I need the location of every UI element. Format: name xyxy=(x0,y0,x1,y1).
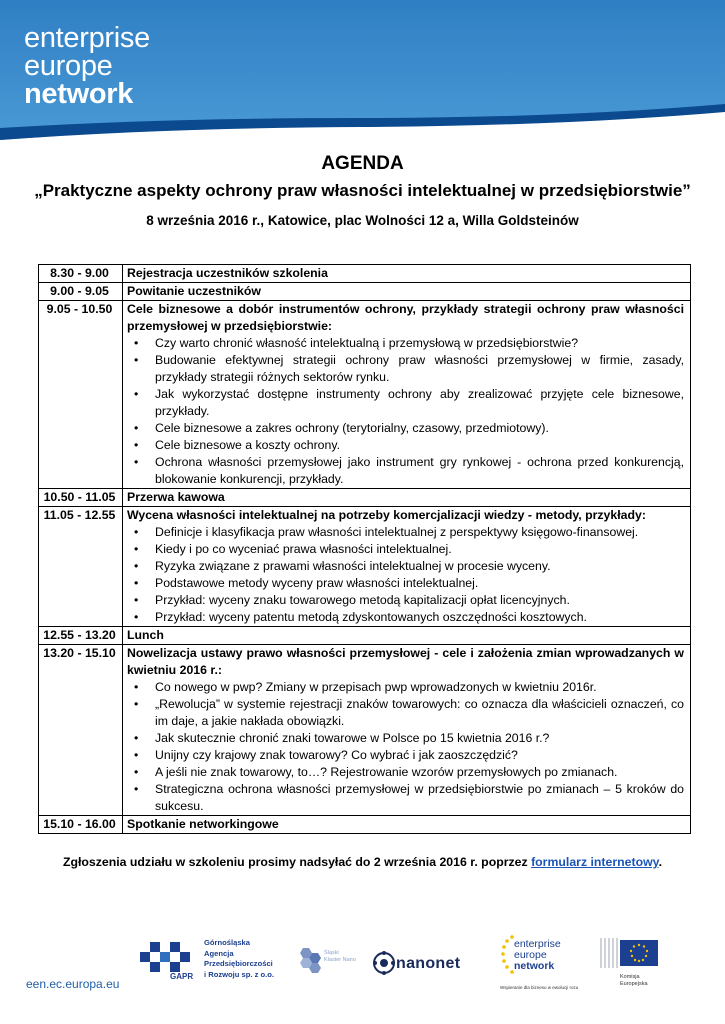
agenda-table xyxy=(38,264,691,834)
agenda-content xyxy=(123,265,691,283)
event-subtitle: „Praktyczne aspekty ochrony praw własności intelektualnej w przedsiębiorstwie” xyxy=(34,181,691,200)
silesia-line: Śląski xyxy=(324,950,339,956)
header-banner xyxy=(0,0,725,145)
agenda-content xyxy=(123,301,691,489)
agenda-point: • Przykład: wyceny znaku towarowego metodą kapitalizacji opłat licencyjnych. xyxy=(155,592,684,609)
agenda-point: • Ochrona własności przemysłowej jako instrument gry rynkowej - ochrona przed konkurencją, blokowanie konkurencji, przykłady. xyxy=(155,454,684,488)
silesia-line: Klaster Nano xyxy=(324,957,356,963)
agenda-session-title: Powitanie uczestników xyxy=(127,284,261,298)
agenda-time: 13.20 - 15.10 xyxy=(39,645,123,816)
gapr-line: Agencja xyxy=(204,948,234,958)
event-dateline: 8 września 2016 r., Katowice, plac Wolności 12 a, Willa Goldsteinów xyxy=(146,213,579,228)
commission-building-flag-icon xyxy=(600,932,660,974)
een-tagline: Wspieranie dla biznesu w ewolucji rozu xyxy=(500,985,579,990)
agenda-row xyxy=(39,301,691,489)
gapr-line: Górnośląska xyxy=(204,938,251,947)
agenda-content xyxy=(123,816,691,834)
logo-line-europe: europe xyxy=(24,50,113,82)
commission-line: Europejska xyxy=(620,980,648,987)
agenda-session-title: Nowelizacja ustawy prawo własności przemysłowej - cele i założenia zmian wprowadzanych w kwietniu 2016 r.: xyxy=(127,646,684,677)
agenda-points xyxy=(127,335,684,488)
registration-text: Zgłoszenia udziału w szkoleniu prosimy nadsyłać do 2 września 2016 r. poprzez xyxy=(62,855,532,869)
agenda-content xyxy=(123,283,691,301)
agenda-session-title: Przerwa kawowa xyxy=(127,490,225,504)
european-commission-logo xyxy=(600,932,660,992)
agenda-point: • „Rewolucja” w systemie rejestracji znaków towarowych: co oznacza dla właścicieli oznaczeń, co im daje, a jakie nakłada obowiązki. xyxy=(155,696,684,730)
een-small-line: enterprise xyxy=(514,938,561,950)
agenda-row xyxy=(39,627,691,645)
logo-line-enterprise: enterprise xyxy=(24,22,150,54)
een-logo xyxy=(24,24,150,108)
agenda-point: • Cele biznesowe a zakres ochrony (terytorialny, czasowy, przedmiotowy). xyxy=(155,420,684,437)
agenda-points xyxy=(127,679,684,815)
agenda-session-title: Cele biznesowe a dobór instrumentów ochrony, przykłady strategii ochrony praw własności przemysłowej w przedsiębiorstwie: xyxy=(127,302,684,333)
agenda-session-title: Lunch xyxy=(127,628,164,642)
agenda-point: • Ryzyka związane z prawami własności intelektualnej w procesie wyceny. xyxy=(155,558,684,575)
commission-name xyxy=(620,974,648,987)
silesia-nano-logo xyxy=(296,946,364,980)
agenda-time: 8.30 - 9.00 xyxy=(39,265,123,283)
nanonet-logo xyxy=(372,948,464,980)
agenda-point: • Definicje i klasyfikacja praw własności intelektualnej z perspektywy księgowo-finansowej. xyxy=(155,524,684,541)
agenda-content xyxy=(123,507,691,627)
agenda-session-title: Spotkanie networkingowe xyxy=(127,817,279,831)
agenda-point: • Unijny czy krajowy znak towarowy? Co wybrać i jak zaoszczędzić? xyxy=(155,747,684,764)
gapr-line: Przedsiębiorczości xyxy=(204,959,273,968)
gapr-name xyxy=(204,938,274,980)
logo-line-network: network xyxy=(24,78,134,110)
agenda-session-title: Wycena własności intelektualnej na potrzeby komercjalizacji wiedzy - metody, przykłady: xyxy=(127,508,646,522)
een-small-line: network xyxy=(514,960,555,972)
agenda-time: 10.50 - 11.05 xyxy=(39,489,123,507)
agenda-point: • Kiedy i po co wyceniać prawa własności intelektualnej. xyxy=(155,541,684,558)
agenda-time: 11.05 - 12.55 xyxy=(39,507,123,627)
agenda-point: • Budowanie efektywnej strategii ochrony praw własności przemysłowej w firmie, zasady, przykłady strategii różnych sektorów rynku. xyxy=(155,352,684,386)
agenda-time: 15.10 - 16.00 xyxy=(39,816,123,834)
agenda-row xyxy=(39,816,691,834)
agenda-point: • Co nowego w pwp? Zmiany w przepisach pwp wprowadzonych w kwietniu 2016r. xyxy=(155,679,684,696)
agenda-point: • Podstawowe metody wyceny praw własności intelektualnej. xyxy=(155,575,684,592)
commission-line: Komisja xyxy=(620,974,640,980)
footer-url[interactable]: een.ec.europa.eu xyxy=(26,977,120,991)
agenda-points xyxy=(127,524,684,626)
agenda-point: • Jak skutecznie chronić znaki towarowe w Polsce po 15 kwietnia 2016 r.? xyxy=(155,730,684,747)
registration-note xyxy=(0,855,725,869)
agenda-point: • Cele biznesowe a koszty ochrony. xyxy=(155,437,684,454)
gapr-label: GAPR xyxy=(170,972,194,981)
agenda-point: • A jeśli nie znak towarowy, to…? Rejestrowanie wzorów przemysłowych po zmianach. xyxy=(155,764,684,781)
een-small-line: europe xyxy=(514,949,547,961)
agenda-content xyxy=(123,645,691,816)
agenda-point: • Strategiczna ochrona własności przemysłowej w przedsiębiorstwie po zmianach – 5 kroków do sukcesu. xyxy=(155,781,684,815)
silesia-name xyxy=(324,950,356,964)
gapr-logo xyxy=(140,938,290,984)
agenda-row xyxy=(39,507,691,627)
agenda-row xyxy=(39,283,691,301)
agenda-point: • Przykład: wyceny patentu metodą zdyskontowanych oszczędności kosztowych. xyxy=(155,609,684,626)
page-title: AGENDA xyxy=(321,153,404,174)
nanonet-mark-icon xyxy=(372,948,396,978)
agenda-point: • Czy warto chronić własność intelektualną i przemysłową w przedsiębiorstwie? xyxy=(155,335,684,352)
agenda-session-title: Rejestracja uczestników szkolenia xyxy=(127,266,328,280)
agenda-row xyxy=(39,265,691,283)
agenda-content xyxy=(123,627,691,645)
agenda-time: 9.00 - 9.05 xyxy=(39,283,123,301)
nanonet-name: nanonet xyxy=(396,955,461,972)
agenda-time: 12.55 - 13.20 xyxy=(39,627,123,645)
agenda-row xyxy=(39,489,691,507)
een-small-logo xyxy=(500,929,580,989)
agenda-point: • Jak wykorzystać dostępne instrumenty ochrony aby zrealizować przyjęte cele biznesowe, przykłady. xyxy=(155,386,684,420)
gapr-line: i Rozwoju sp. z o.o. xyxy=(204,969,275,979)
agenda-row xyxy=(39,645,691,816)
een-small-name xyxy=(514,939,561,972)
agenda-content xyxy=(123,489,691,507)
agenda-time: 9.05 - 10.50 xyxy=(39,301,123,489)
hexagon-cluster-icon xyxy=(296,946,324,976)
registration-form-link[interactable]: formularz internetowy xyxy=(531,855,659,869)
registration-end: . xyxy=(658,855,663,869)
